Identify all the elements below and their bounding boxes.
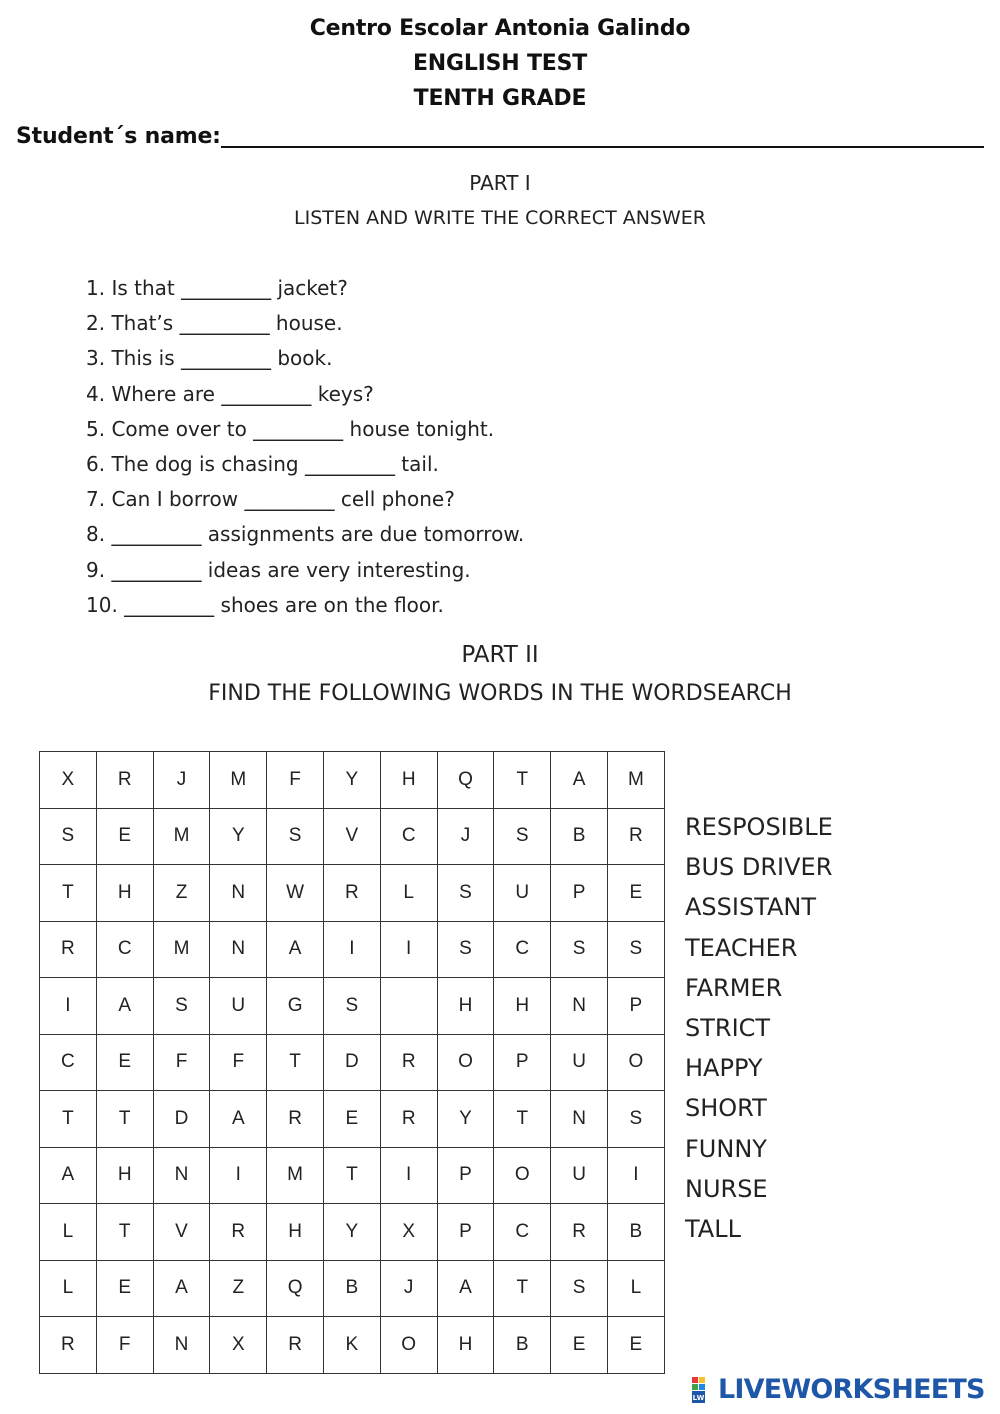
grid-cell[interactable]: W	[267, 865, 324, 922]
grid-row	[40, 1204, 665, 1261]
question-item: 3. This is _________ book.	[86, 346, 333, 371]
grid-cell[interactable]: M	[607, 752, 664, 809]
grid-cell[interactable]: N	[551, 978, 608, 1035]
grid-cell[interactable]: R	[380, 1034, 437, 1091]
grid-cell[interactable]: M	[153, 921, 210, 978]
grid-cell[interactable]: F	[96, 1317, 153, 1374]
grid-cell[interactable]: H	[437, 978, 494, 1035]
grid-cell[interactable]: S	[323, 978, 380, 1035]
grid-cell[interactable]: C	[494, 921, 551, 978]
grid-row	[40, 865, 665, 922]
grid-cell[interactable]: N	[551, 1091, 608, 1148]
liveworksheets-logo-icon	[692, 1377, 714, 1403]
grid-cell[interactable]: S	[437, 921, 494, 978]
grid-cell[interactable]: P	[437, 1204, 494, 1261]
grid-cell[interactable]: L	[607, 1260, 664, 1317]
grid-cell[interactable]: Z	[210, 1260, 267, 1317]
grid-cell[interactable]: J	[380, 1260, 437, 1317]
grid-row	[40, 1317, 665, 1374]
grid-row	[40, 1034, 665, 1091]
grid-cell[interactable]: R	[380, 1091, 437, 1148]
grid-row	[40, 752, 665, 809]
part2-instruction: FIND THE FOLLOWING WORDS IN THE WORDSEARCH	[208, 681, 792, 706]
word-item: BUS DRIVER	[685, 853, 833, 882]
grid-row	[40, 921, 665, 978]
grid-cell[interactable]: A	[153, 1260, 210, 1317]
grid-cell[interactable]: G	[267, 978, 324, 1035]
grid-cell[interactable]: Y	[210, 808, 267, 865]
grid-cell[interactable]: S	[607, 1091, 664, 1148]
grid-cell[interactable]: R	[323, 865, 380, 922]
grid-cell[interactable]: L	[40, 1260, 97, 1317]
part1-instruction: LISTEN AND WRITE THE CORRECT ANSWER	[294, 207, 706, 229]
grid-row	[40, 1147, 665, 1204]
grid-cell[interactable]: S	[40, 808, 97, 865]
grid-cell[interactable]: P	[437, 1147, 494, 1204]
grid-cell[interactable]: E	[96, 1034, 153, 1091]
grade-title: TENTH GRADE	[413, 86, 587, 111]
grid-cell[interactable]: C	[96, 921, 153, 978]
grid-cell[interactable]: K	[323, 1317, 380, 1374]
grid-cell[interactable]: B	[607, 1204, 664, 1261]
grid-cell[interactable]: S	[494, 808, 551, 865]
grid-cell[interactable]: P	[551, 865, 608, 922]
grid-cell[interactable]: F	[153, 1034, 210, 1091]
grid-cell[interactable]: D	[323, 1034, 380, 1091]
grid-cell[interactable]: C	[494, 1204, 551, 1261]
grid-cell[interactable]: A	[40, 1147, 97, 1204]
grid-row	[40, 808, 665, 865]
word-item: HAPPY	[685, 1054, 763, 1083]
question-item: 8. _________ assignments are due tomorrow.	[86, 522, 525, 547]
student-name-row	[16, 118, 984, 152]
grid-cell[interactable]: H	[267, 1204, 324, 1261]
grid-cell[interactable]: I	[380, 921, 437, 978]
grid-cell[interactable]: J	[437, 808, 494, 865]
grid-cell[interactable]: M	[267, 1147, 324, 1204]
grid-cell[interactable]: A	[210, 1091, 267, 1148]
question-item: 5. Come over to _________ house tonight.	[86, 416, 495, 441]
grid-cell[interactable]: E	[96, 808, 153, 865]
grid-cell[interactable]: O	[380, 1317, 437, 1374]
question-item: 2. That’s _________ house.	[86, 311, 343, 336]
grid-cell[interactable]: X	[210, 1317, 267, 1374]
word-item: STRICT	[685, 1013, 771, 1042]
grid-cell[interactable]: A	[551, 752, 608, 809]
grid-cell[interactable]: I	[380, 1147, 437, 1204]
grid-cell[interactable]: Y	[437, 1091, 494, 1148]
grid-cell[interactable]: E	[607, 865, 664, 922]
grid-cell[interactable]: I	[323, 921, 380, 978]
grid-cell[interactable]: T	[494, 752, 551, 809]
grid-cell[interactable]: B	[551, 808, 608, 865]
student-name-label: Student´s name:	[16, 124, 221, 149]
grid-cell[interactable]: T	[494, 1091, 551, 1148]
grid-cell[interactable]: Q	[267, 1260, 324, 1317]
grid-cell[interactable]: X	[40, 752, 97, 809]
grid-cell[interactable]: R	[267, 1091, 324, 1148]
grid-cell[interactable]: N	[153, 1147, 210, 1204]
grid-cell[interactable]: H	[494, 978, 551, 1035]
grid-cell[interactable]: L	[380, 865, 437, 922]
grid-cell[interactable]: P	[494, 1034, 551, 1091]
grid-cell[interactable]: X	[380, 1204, 437, 1261]
grid-cell[interactable]: T	[323, 1147, 380, 1204]
question-item: 6. The dog is chasing _________ tail.	[86, 451, 439, 476]
grid-cell[interactable]: A	[437, 1260, 494, 1317]
grid-cell[interactable]: O	[607, 1034, 664, 1091]
liveworksheets-brand	[692, 1374, 985, 1406]
grid-cell[interactable]: J	[153, 752, 210, 809]
grid-cell[interactable]: N	[210, 921, 267, 978]
grid-cell[interactable]: L	[40, 1204, 97, 1261]
brand-text: LIVEWORKSHEETS	[718, 1374, 985, 1405]
word-item: NURSE	[685, 1174, 768, 1203]
question-item: 9. _________ ideas are very interesting.	[86, 557, 471, 582]
grid-cell[interactable]: D	[153, 1091, 210, 1148]
grid-cell[interactable]: H	[96, 865, 153, 922]
grid-cell[interactable]: M	[153, 808, 210, 865]
grid-cell[interactable]: I	[40, 978, 97, 1035]
grid-cell[interactable]: S	[607, 921, 664, 978]
grid-cell[interactable]: O	[494, 1147, 551, 1204]
grid-cell[interactable]: A	[96, 978, 153, 1035]
grid-cell[interactable]: B	[323, 1260, 380, 1317]
word-list	[685, 807, 833, 1249]
grid-cell[interactable]: F	[267, 752, 324, 809]
part2-title: PART II	[461, 642, 539, 668]
grid-cell[interactable]: N	[210, 865, 267, 922]
grid-cell[interactable]: R	[607, 808, 664, 865]
grid-cell[interactable]: R	[96, 752, 153, 809]
grid-cell[interactable]: S	[551, 921, 608, 978]
grid-row	[40, 1091, 665, 1148]
grid-cell[interactable]: Y	[323, 1204, 380, 1261]
grid-cell[interactable]: E	[607, 1317, 664, 1374]
grid-cell[interactable]: E	[551, 1317, 608, 1374]
grid-cell[interactable]: T	[494, 1260, 551, 1317]
grid-cell[interactable]: M	[210, 752, 267, 809]
grid-row	[40, 978, 665, 1035]
grid-cell[interactable]: T	[96, 1204, 153, 1261]
grid-cell[interactable]: C	[380, 808, 437, 865]
grid-cell[interactable]: R	[210, 1204, 267, 1261]
grid-cell[interactable]: R	[40, 1317, 97, 1374]
grid-cell[interactable]: V	[153, 1204, 210, 1261]
grid-cell[interactable]: U	[551, 1147, 608, 1204]
grid-cell[interactable]: R	[40, 921, 97, 978]
question-item: 1. Is that _________ jacket?	[86, 276, 348, 300]
logo-letters: LW	[692, 1394, 705, 1402]
grid-cell[interactable]: T	[267, 1034, 324, 1091]
word-item: RESPOSIBLE	[685, 813, 833, 841]
grid-cell[interactable]: U	[551, 1034, 608, 1091]
grid-cell[interactable]: U	[494, 865, 551, 922]
word-item: FUNNY	[685, 1134, 767, 1163]
student-name-field[interactable]	[221, 145, 984, 148]
grid-cell[interactable]: N	[153, 1317, 210, 1374]
grid-cell[interactable]: U	[210, 978, 267, 1035]
grid-cell[interactable]: H	[437, 1317, 494, 1374]
grid-cell[interactable]: F	[210, 1034, 267, 1091]
grid-cell[interactable]: A	[267, 921, 324, 978]
grid-cell[interactable]: Y	[323, 752, 380, 809]
question-item: 4. Where are _________ keys?	[86, 381, 374, 406]
word-item: SHORT	[685, 1094, 767, 1123]
test-title: ENGLISH TEST	[412, 51, 588, 76]
wordsearch-grid	[39, 751, 665, 1374]
grid-cell[interactable]: T	[40, 865, 97, 922]
word-item: TALL	[685, 1214, 741, 1243]
grid-cell[interactable]: Z	[153, 865, 210, 922]
grid-row	[40, 1260, 665, 1317]
grid-cell[interactable]: H	[380, 752, 437, 809]
grid-cell[interactable]: E	[96, 1260, 153, 1317]
grid-cell[interactable]: S	[267, 808, 324, 865]
grid-cell[interactable]: H	[96, 1147, 153, 1204]
grid-cell[interactable]: E	[323, 1091, 380, 1148]
grid-cell[interactable]: B	[494, 1317, 551, 1374]
question-item: 7. Can I borrow _________ cell phone?	[86, 487, 455, 512]
word-item: TEACHER	[685, 933, 798, 962]
grid-cell[interactable]: O	[437, 1034, 494, 1091]
grid-cell[interactable]: I	[210, 1147, 267, 1204]
grid-cell[interactable]: R	[551, 1204, 608, 1261]
word-item: ASSISTANT	[685, 893, 817, 922]
grid-cell[interactable]: S	[551, 1260, 608, 1317]
question-item: 10. _________ shoes are on the floor.	[86, 592, 444, 617]
grid-cell[interactable]: P	[607, 978, 664, 1035]
grid-cell[interactable]: I	[607, 1147, 664, 1204]
grid-cell[interactable]: S	[437, 865, 494, 922]
grid-cell[interactable]	[380, 978, 437, 1035]
grid-cell[interactable]: T	[96, 1091, 153, 1148]
grid-cell[interactable]: Q	[437, 752, 494, 809]
grid-cell[interactable]: T	[40, 1091, 97, 1148]
grid-cell[interactable]: V	[323, 808, 380, 865]
grid-cell[interactable]: S	[153, 978, 210, 1035]
part1-title: PART I	[469, 171, 531, 195]
word-item: FARMER	[685, 973, 783, 1002]
school-name: Centro Escolar Antonia Galindo	[309, 16, 691, 41]
question-list	[86, 272, 524, 624]
grid-cell[interactable]: R	[267, 1317, 324, 1374]
grid-cell[interactable]: C	[40, 1034, 97, 1091]
